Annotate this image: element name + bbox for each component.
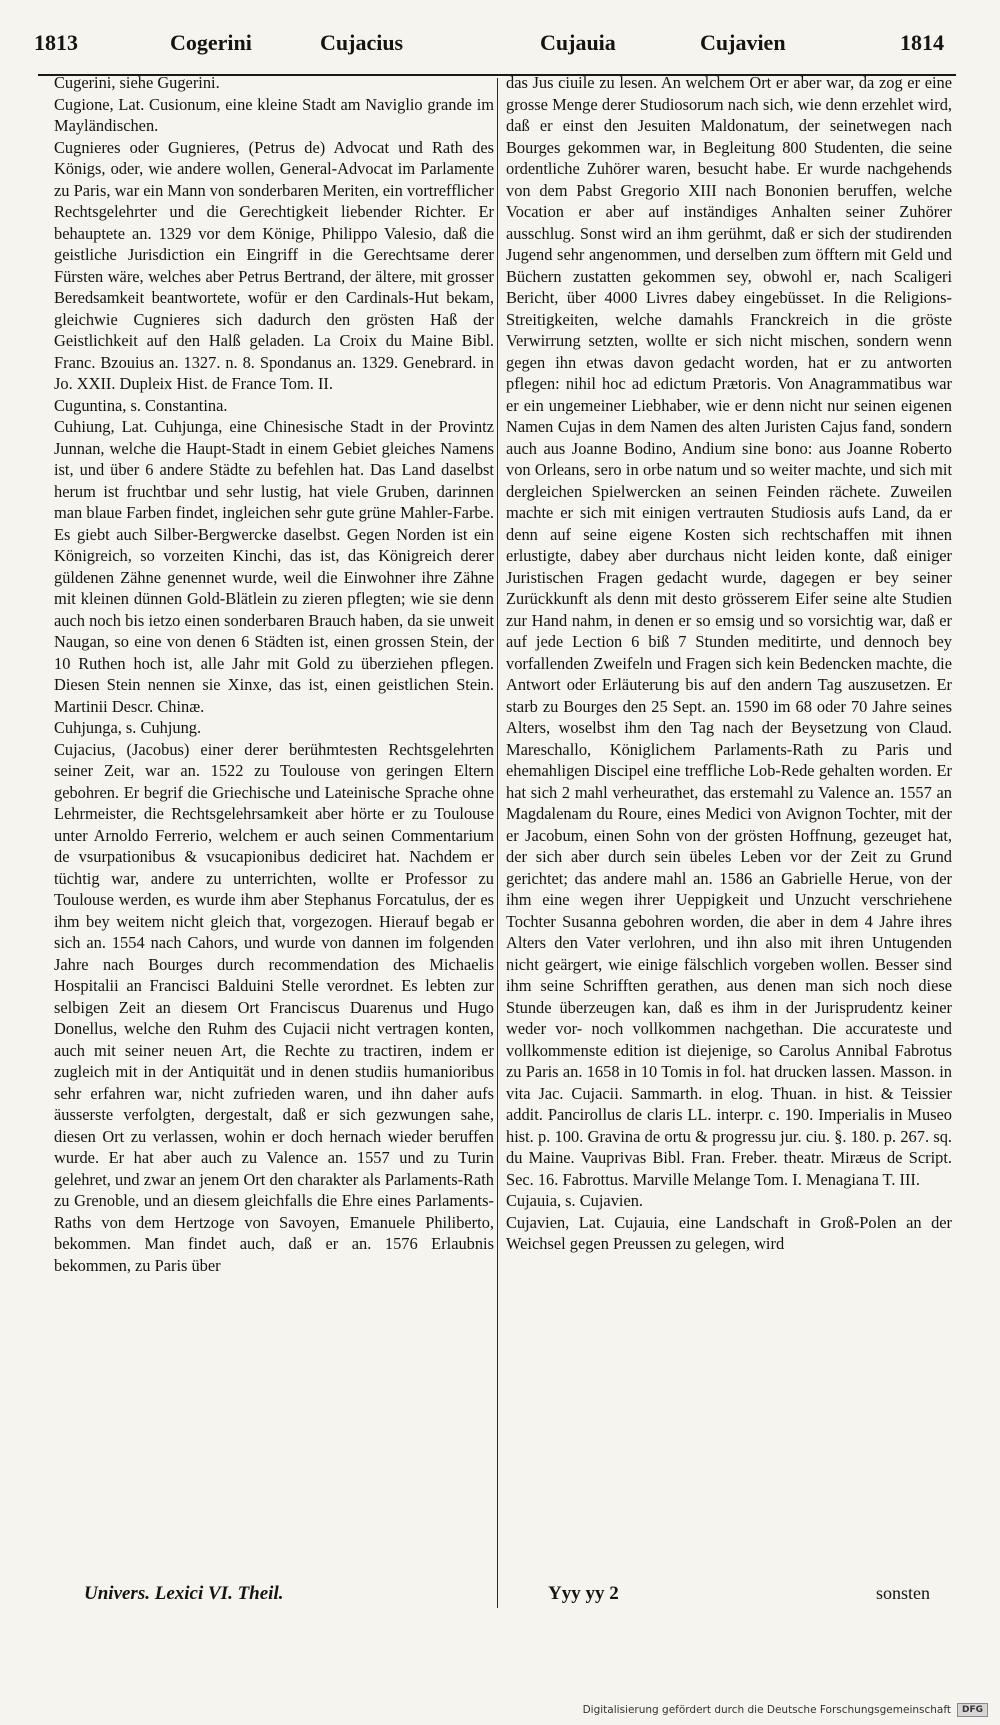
- running-header: [20, 30, 980, 76]
- entry-cujacius: Cujacius, (Jacobus) einer derer berühmtesten Rechtsgelehrten seiner Zeit, war an. 1522 zu Toulouse von geringen Eltern gebohren. Er begrif die Griechische und Lateinische Sprache ohne Lehrmeister, die Rechtsgelehrsamkeit aber hörte er zu Toulouse unter Arnoldo Ferrerio, welchem er auch seinen Commentarium de vsurpationibus & vsucapionibus dediciret hat. Nachdem er tüchtig war, andere zu unterrichten, wollte er Professor zu Toulouse werden, es wurde ihm aber Stephanus Forcatulus, der es ihm bey weitem nicht gleich that, vorgezogen. Hierauf begab er sich an. 1554 nach Cahors, und wurde von dannen im folgenden Jahre nach Bourges durch recommendation des Michaelis Hospitalii an Francisci Balduini Stelle verordnet. Es lebten zur selbigen Zeit an diesem Ort Franciscus Duarenus und Hugo Donellus, welche den Ruhm des Cujacii nicht vertragen konten, auch mit seiner neuen Art, die Rechte zu tractiren, indem er zugleich mit in der Antiquität und in denen studiis humanioribus sehr erfahren war, nicht zufrieden waren, und ihn daher aufs äusserste verfolgten, dergestalt, daß er sich gezwungen sahe, diesen Ort zu verlassen, wohin er doch hernach wieder beruffen wurde. Er hat aber auch zu Valence an. 1557 und zu Turin gelehret, und zwar an jenem Ort den charakter als Parlaments-Rath zu Grenoble, und an diesem gleichfalls die Ehre eines Parlaments-Raths von dem Hertzoge von Savoyen, Emanuele Philiberto, bekommen. Man findet auch, daß er an. 1576 Erlaubnis bekommen, zu Paris über: [54, 739, 494, 1275]
- right-column: [506, 72, 952, 1255]
- entry-cujacius-continued: das Jus ciuile zu lesen. An welchem Ort er aber war, da zog er eine grosse Menge derer Studiosorum nach sich, wie denn erzehlet wird, daß er einst den Jesuiten Maldonatum, der seinetwegen nach Bourges gekommen war, in Begleitung 800 Studenten, die seine ordentliche Zuhörer waren, besucht habe. Er wurde nachgehends von dem Pabst Gregorio XIII nach Bononien beruffen, welche Vocation er aber auf inständiges Anhalten seiner Zuhörer ausschlug. Sonst wird an ihm gerühmt, daß er sich der studirenden Jugend sehr angenommen, und derselben zum öfftern mit Geld und Büchern zustatten gekommen sey, obwohl er, nach Scaligeri Bericht, über 4000 Livres dabey eingebüsset. In die Religions-Streitigkeiten, welche damahls Franckreich in die gröste Verwirrung setzten, wollte er sich nicht mischen, sondern wenn gegen ihn etwas davon gedacht worden, hat er zu antworten pflegen: nihil hoc ad edictum Prætoris. Von Anagrammatibus war er ein ungemeiner Liebhaber, wie er denn nicht nur seinen eigenen Namen Cujas in dem Namen des alten Juristen Cajus fand, sondern auch aus Joanne Bodino, Andium sine bono: aus Joanne Roberto von Orleans, sero in orbe natum und so weiter machte, und sich mit dergleichen Spielwercken an seinen Feinden rächete. Zuweilen machte er sich mit einigen vertrauten Studiosis aufs Land, da er denn auf seine eigene Kosten sich rechtschaffen mit ihnen erlustigte, dabey aber durchaus nicht leiden konte, daß einiger Juristischen Fragen gedacht wurde, dagegen er bey seiner Zurückkunft als denn mit desto grösserem Eifer seine alte Studien zur Hand nahm, in denen er so emsig und so vorsichtig war, daß er auf jede Lection 6 biß 7 Stunden meditirte, und dennoch bey vorfallenden Zweifeln und Fragen sich kein Bedencken machte, die Antwort oder Erläuterung bis auf den andern Tag auszusetzen. Er starb zu Bourges den 25 Sept. an. 1590 im 68 oder 70 Jahre seines Alters, woselbst ihm den Tag nach der Beysetzung von Claud. Mareschallo, Königlichem Parlaments-Rath zu Paris und ehemahligen Discipel eine treffliche Lob-Rede gehalten worden. Er hat sich 2 mahl verheurathet, das erstemahl zu Valence an. 1557 an Magdalenam du Roure, eines Medici von Avignon Tochter, mit der er Jacobum, einen Sohn von der grösten Hoffnung, gezeuget hat, der sich aber durch sein übeles Leben vor der Zeit zu Grund gerichtet; das andere mahl an. 1586 an Gabrielle Herue, von der ihm eine wegen ihrer Ueppigkeit und Unzucht verschriehene Tochter Susanna gebohren worden, die aber in dem 4 Jahre ihres Alters den Vater verlohren, und ihn also mit ihren Untugenden nicht geärgert, wie einige fälschlich vorgeben wollen. Besser sind ihm seine Schrifften gerathen, aus denen man sich noch diese Stunde überzeugen kan, daß es ihm in der Jurisprudentz keiner weder vor- noch vollkommen nachgethan. Die accurateste und vollkommenste edition ist diejenige, so Carolus Annibal Fabrotus zu Paris an. 1658 in 10 Tomis in fol. hat drucken lassen. Masson. in vita Jac. Cujacii. Sammarth. in elog. Thuan. in hist. & Teissier addit. Pancirollus de claris LL. interpr. c. 190. Imperialis in Museo hist. p. 100. Gravina de ortu & progressu jur. ciu. §. 180. p. 267. sq. du Maine. Vauprivas Bibl. Fran. Freber. theatr. Miræus de Script. Sec. 16. Fabrottus. Marville Melange Tom. I. Menagiana T. III.: [506, 73, 952, 1189]
- header-catchword-left-2: Cujacius: [320, 30, 404, 55]
- entry-cuguntina: Cuguntina, s. Constantina.: [54, 395, 228, 415]
- entry-cugnieres: Cugnieres oder Gugnieres, (Petrus de) Advocat und Rath des Königs, oder, wie andere wollen, General-Advocat im Parlamente zu Paris, war ein Mann von sonderbaren Meriten, ein vortrefflicher Rechtsgelehrter und die Gerechtigkeit liebender Richter. Er behauptete an. 1329 vor dem Könige, Philippo Valesio, daß die geistliche Jurisdiction ein Eingriff in die Gerechtsame derer Fürsten wäre, welches aber Petrus Bertrand, der ältere, mit grosser Beredsamkeit beantwortete, wofür er den Cardinals-Hut bekam, gleichwie Cugnieres sich dadurch den grösten Haß der Geistlichkeit auf den Halß geladen. La Croix du Maine Bibl. Franc. Bzouius an. 1327. n. 8. Spondanus an. 1329. Genebrard. in Jo. XXII. Dupleix Hist. de France Tom. II.: [54, 137, 494, 393]
- signature-line: Univers. Lexici VI. Theil.: [84, 1583, 284, 1604]
- column-divider: [497, 78, 498, 1608]
- entry-cuhiung: Cuhiung, Lat. Cuhjunga, eine Chinesische Stadt in der Provintz Junnan, welche die Haupt-Stadt in einem Gebiet gleiches Namens ist, und über 6 andere Städte zu befehlen hat. Das Land daselbst herum ist fruchtbar und sehr lustig, hat viele Gruben, darinnen man blaue Farben findet, ingleichen sehr gute grüne Mahler-Farbe. Es giebt auch Silber-Bergwercke daselbst. Gegen Norden ist ein Königreich, so vorzeiten Kinchi, das ist, das Königreich derer güldenen Zähne genennet wurde, weil die Einwohner ihre Zähne mit kleinen dünnen Gold-Blätlein zu zieren pflegten; wie sie denn auch noch bis ietzo einen sonderbaren Brauch haben, da sie unweit Naugan, so eine von denen 6 Städten ist, einen grossen Stein, der 10 Ruthen hoch ist, alle Jahr mit Gold zu überziehen pflegen. Diesen Stein nennen sie Xinxe, das ist, einen geistlichen Stein. Martinii Descr. Chinæ.: [54, 417, 494, 716]
- page-number-right: 1814: [900, 30, 944, 55]
- left-column: [54, 72, 494, 1276]
- credit-text: Digitalisierung gefördert durch die Deutsche Forschungsgemeinschaft: [582, 1704, 951, 1716]
- entry-cujauia: Cujauia, s. Cujavien.: [506, 1191, 644, 1210]
- catchword: sonsten: [876, 1583, 930, 1603]
- header-catchword-left-1: Cogerini: [170, 30, 252, 55]
- entry-cugerini: Cugerini, siehe Gugerini.: [54, 73, 220, 92]
- entry-cujavien: Cujavien, Lat. Cujauia, eine Landschaft in Groß-Polen an der Weichsel gegen Preussen zu gelegen, wird: [506, 1212, 952, 1253]
- header-catchword-right-2: Cujavien: [700, 30, 786, 55]
- sheet-mark: Yyy yy 2: [548, 1583, 619, 1604]
- dfg-logo-badge: DFG: [957, 1703, 988, 1717]
- header-catchword-right-1: Cujauia: [540, 30, 616, 55]
- page-number-left: 1813: [34, 30, 78, 55]
- entry-cugione: Cugione, Lat. Cusionum, eine kleine Stadt am Naviglio grande im Mayländischen.: [54, 94, 494, 135]
- digitization-credit: [583, 1703, 988, 1717]
- entry-cuhjunga: Cuhjunga, s. Cuhjung.: [54, 718, 202, 737]
